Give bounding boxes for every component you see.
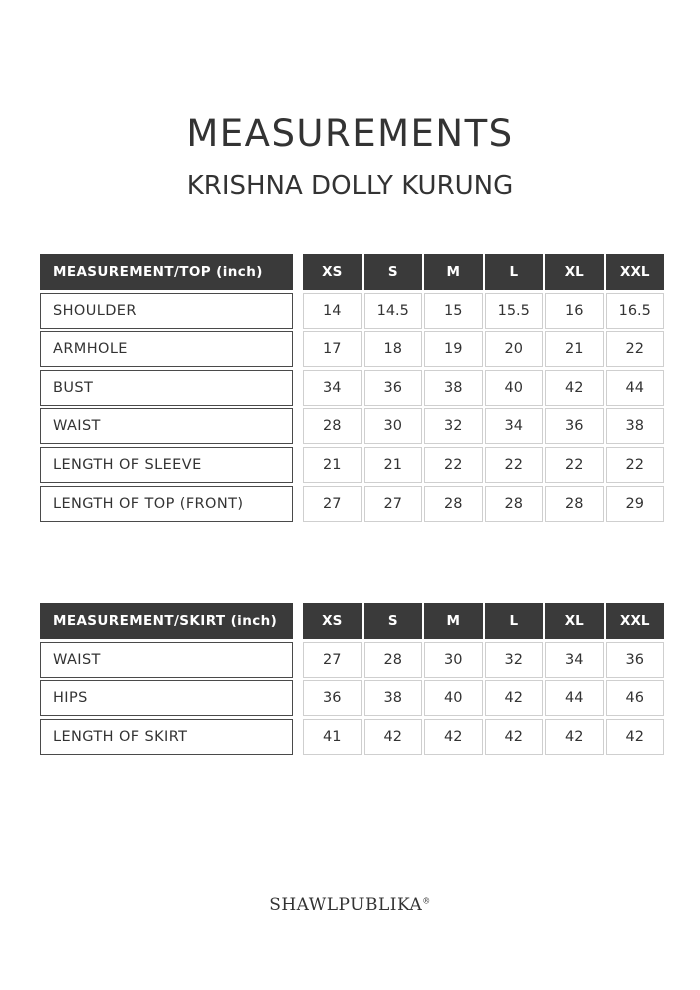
size-header: XS	[303, 603, 362, 639]
table-cell: 16	[545, 293, 604, 329]
table-cell: 19	[424, 331, 483, 367]
size-header: L	[485, 603, 544, 639]
table-cell: 28	[364, 642, 423, 678]
table-cell: 28	[424, 486, 483, 522]
table-cell: 42	[485, 680, 544, 716]
skirt-measurement-table	[40, 603, 665, 757]
table-cell: 42	[545, 719, 604, 755]
size-header: XXL	[606, 603, 665, 639]
table-cell: 32	[485, 642, 544, 678]
table-cell: 27	[303, 486, 362, 522]
table-header-row	[40, 603, 665, 639]
top-measurement-table	[40, 254, 665, 524]
table-cell: 20	[485, 331, 544, 367]
table-cell: 44	[545, 680, 604, 716]
table-cell: 27	[303, 642, 362, 678]
table-cell: 34	[303, 370, 362, 406]
table-row	[40, 408, 665, 444]
table-cell: 32	[424, 408, 483, 444]
table-cell: 14	[303, 293, 362, 329]
table-cell: 42	[545, 370, 604, 406]
table-cell: 15	[424, 293, 483, 329]
table-cell: 44	[606, 370, 665, 406]
table-cell: 42	[485, 719, 544, 755]
table-row	[40, 486, 665, 522]
size-header: L	[485, 254, 544, 290]
table-cell: 22	[545, 447, 604, 483]
table-cell: 22	[485, 447, 544, 483]
table-row	[40, 331, 665, 367]
table-cell: 42	[424, 719, 483, 755]
table-cell: 40	[424, 680, 483, 716]
table-header-label: MEASUREMENT/TOP (inch)	[40, 254, 293, 290]
size-header: XL	[545, 603, 604, 639]
table-cell: 17	[303, 331, 362, 367]
size-header: S	[364, 254, 423, 290]
table-cell: 38	[606, 408, 665, 444]
table-header-label: MEASUREMENT/SKIRT (inch)	[40, 603, 293, 639]
table-cell: 22	[606, 331, 665, 367]
row-label: HIPS	[40, 680, 293, 716]
size-header: M	[424, 603, 483, 639]
table-cell: 30	[364, 408, 423, 444]
table-header-row	[40, 254, 665, 290]
table-cell: 36	[303, 680, 362, 716]
table-cell: 42	[606, 719, 665, 755]
row-label: LENGTH OF SLEEVE	[40, 447, 293, 483]
table-cell: 21	[545, 331, 604, 367]
table-row	[40, 642, 665, 678]
table-cell: 34	[545, 642, 604, 678]
row-label: LENGTH OF TOP (FRONT)	[40, 486, 293, 522]
row-label: WAIST	[40, 408, 293, 444]
size-header: XS	[303, 254, 362, 290]
size-header: M	[424, 254, 483, 290]
table-cell: 41	[303, 719, 362, 755]
registered-mark: ®	[422, 896, 431, 906]
size-header: XXL	[606, 254, 665, 290]
table-cell: 22	[424, 447, 483, 483]
table-cell: 16.5	[606, 293, 665, 329]
table-cell: 14.5	[364, 293, 423, 329]
row-label: WAIST	[40, 642, 293, 678]
product-name: KRISHNA DOLLY KURUNG	[186, 171, 514, 201]
table-cell: 28	[545, 486, 604, 522]
brand-logo	[0, 895, 700, 915]
table-cell: 28	[303, 408, 362, 444]
table-cell: 40	[485, 370, 544, 406]
table-row	[40, 719, 665, 755]
row-label: ARMHOLE	[40, 331, 293, 367]
size-header: S	[364, 603, 423, 639]
table-cell: 21	[364, 447, 423, 483]
table-cell: 36	[545, 408, 604, 444]
brand-name: SHAWLPUBLIKA	[269, 895, 423, 915]
size-header: XL	[545, 254, 604, 290]
table-cell: 22	[606, 447, 665, 483]
table-cell: 34	[485, 408, 544, 444]
row-label: SHOULDER	[40, 293, 293, 329]
row-label: LENGTH OF SKIRT	[40, 719, 293, 755]
table-cell: 27	[364, 486, 423, 522]
table-cell: 36	[364, 370, 423, 406]
table-cell: 42	[364, 719, 423, 755]
table-cell: 28	[485, 486, 544, 522]
table-row	[40, 293, 665, 329]
table-row	[40, 370, 665, 406]
table-cell: 46	[606, 680, 665, 716]
page-title: MEASUREMENTS	[186, 112, 514, 155]
table-cell: 21	[303, 447, 362, 483]
table-row	[40, 680, 665, 716]
table-cell: 29	[606, 486, 665, 522]
row-label: BUST	[40, 370, 293, 406]
table-row	[40, 447, 665, 483]
table-cell: 15.5	[485, 293, 544, 329]
table-cell: 36	[606, 642, 665, 678]
table-cell: 38	[364, 680, 423, 716]
table-cell: 30	[424, 642, 483, 678]
table-cell: 38	[424, 370, 483, 406]
table-cell: 18	[364, 331, 423, 367]
